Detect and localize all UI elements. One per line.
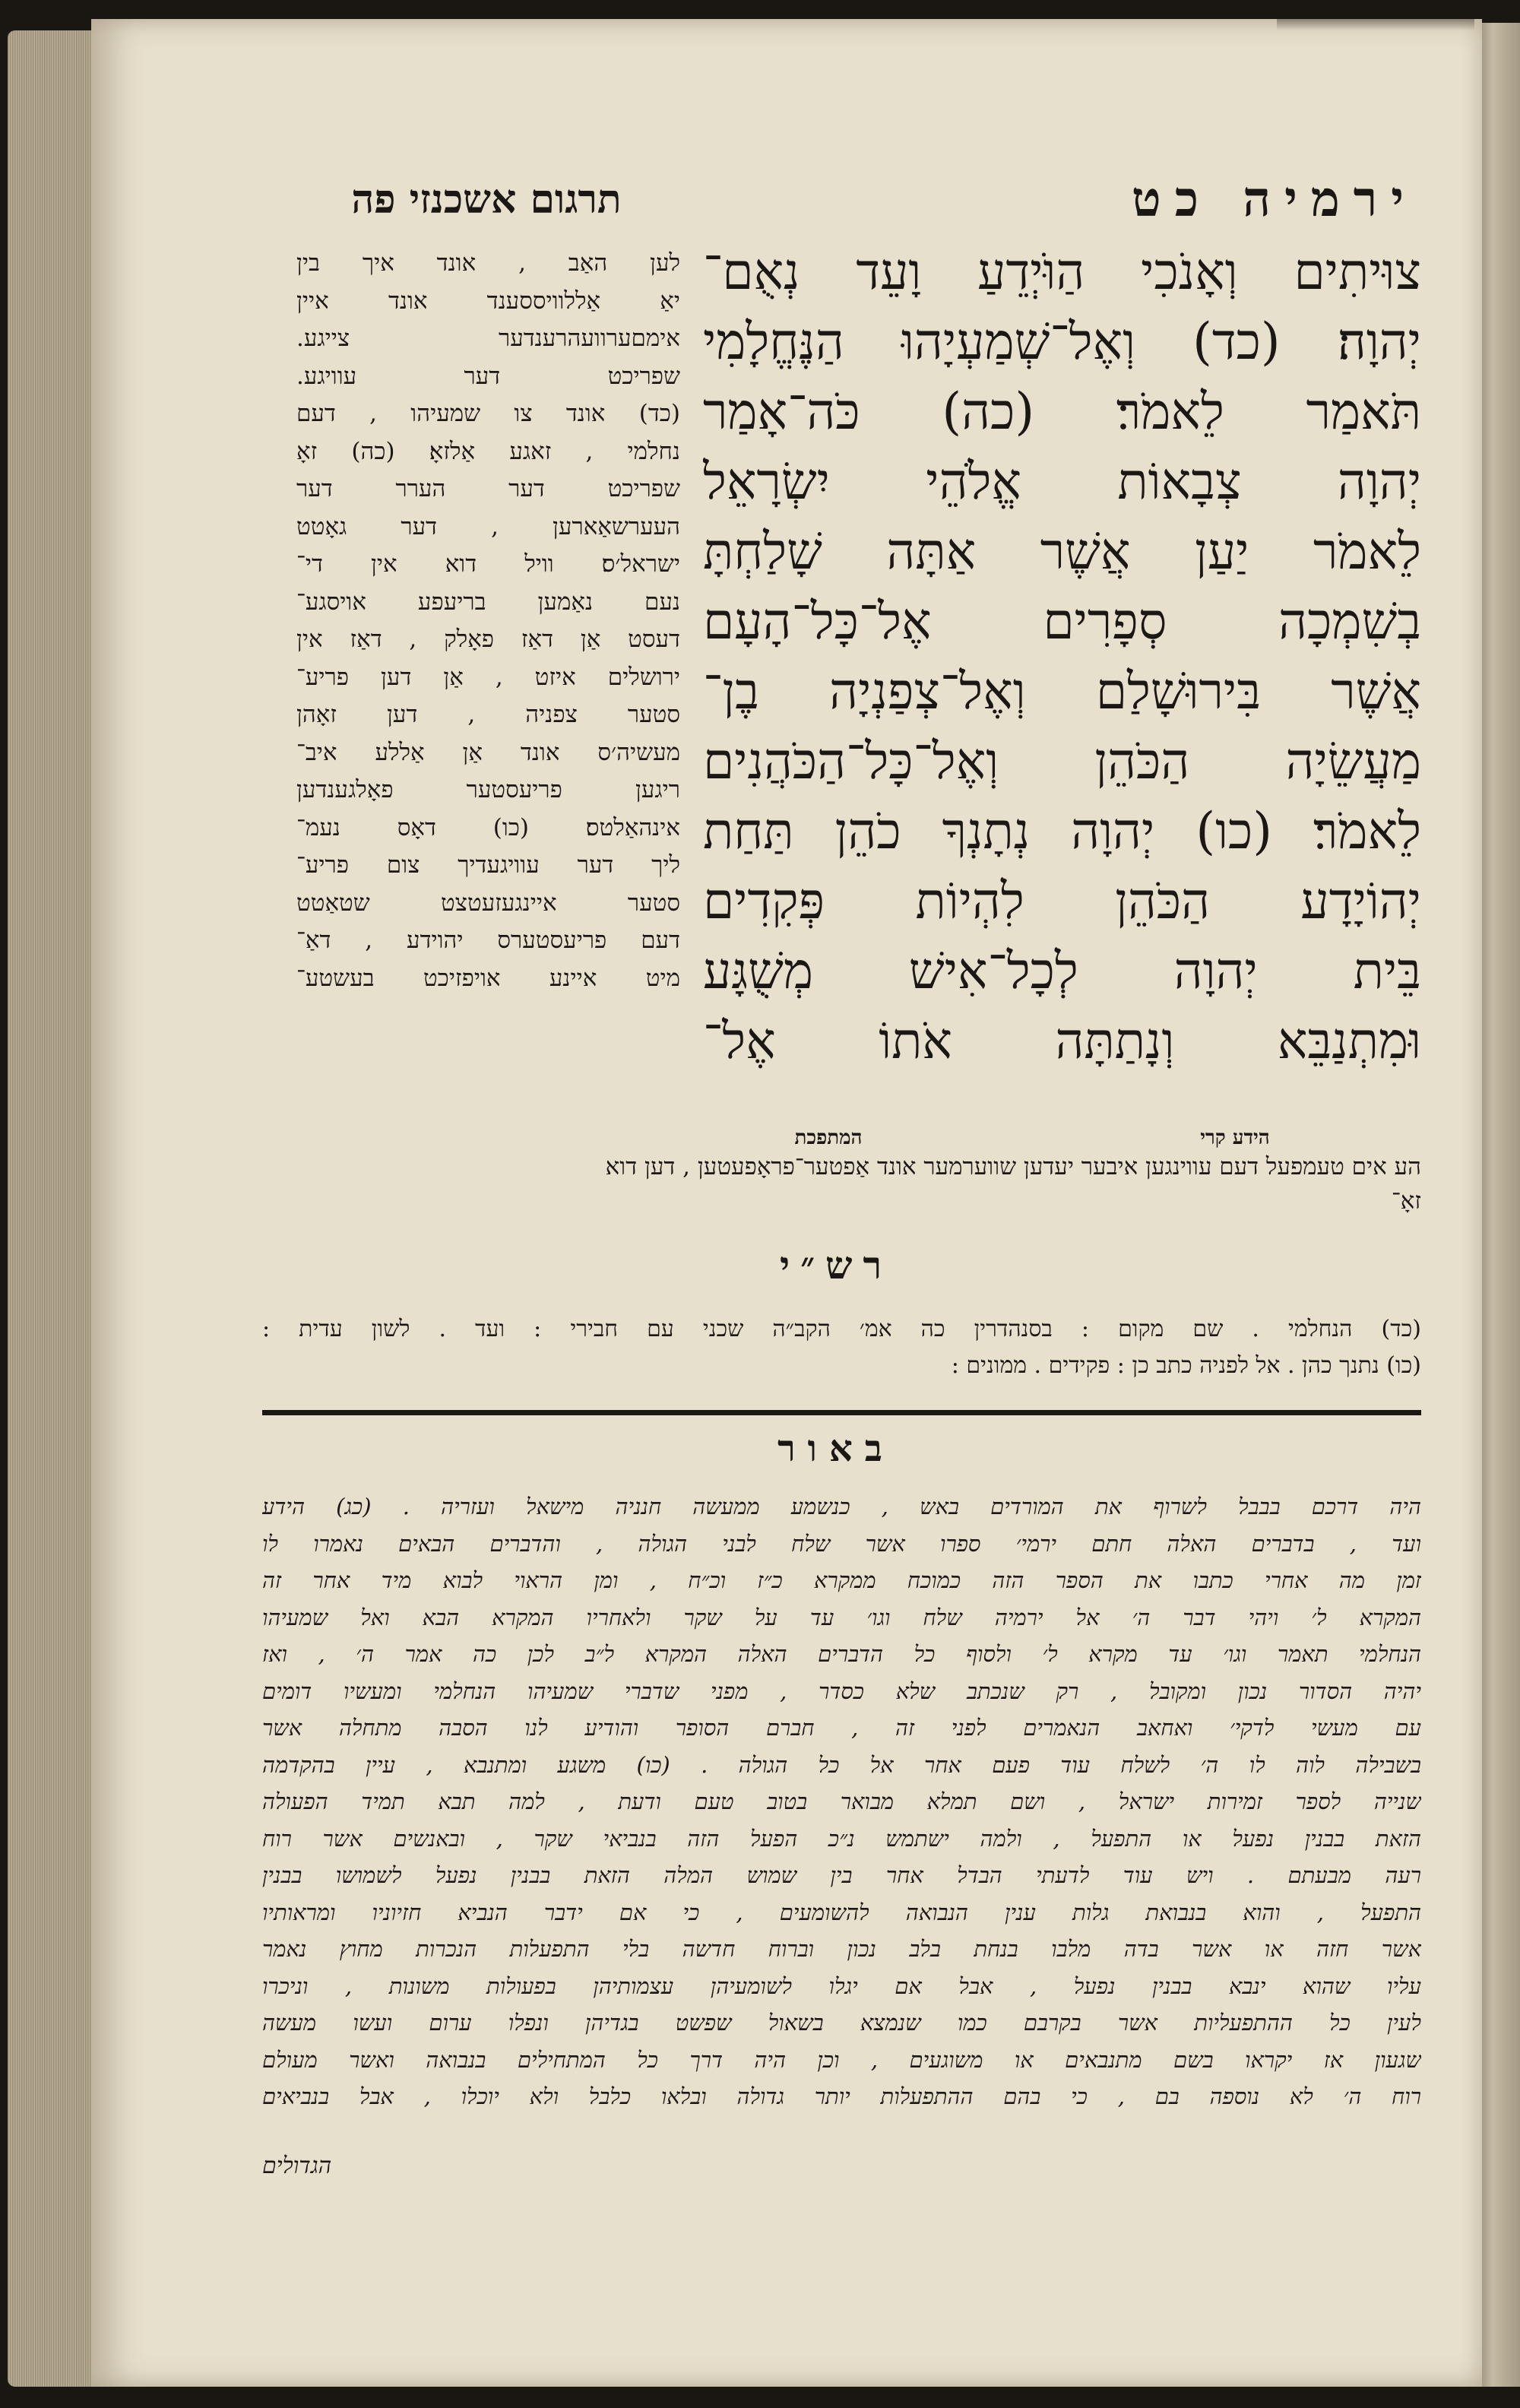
biur-line: לעין כל ההתפעליות אשר בקרבם כמו שנמצא בשאול שפשט בגדיהן ונפלו ערום ועשו מעשה — [262, 2010, 1421, 2036]
main-text-line: צוּיתִים וְאָנֹכִי הַוֹּיְדֵעַ וָעֵד נְאֻם־ — [703, 242, 1421, 301]
translation-line: דעם פריעסטערס יהוידע , דאַ־ — [296, 927, 680, 954]
translation-line: שפריכט דער עוויגע. — [296, 362, 680, 390]
biur-line: בשבילה לוה לו ה׳ לשלח עוד פעם אחר אל כל הגולה . (כו) משגע ומתנבא , עיין בהקדמה — [262, 1751, 1421, 1778]
translation-line: שפריכט דער הערר דער — [296, 475, 680, 502]
biur-line: התפעל , והוא בנבואת גלות ענין הנבואה להשומעים , כי אם ידבר הנביא חזיוניו ומראותיו — [262, 1899, 1421, 1925]
biur-title: באור — [777, 1427, 895, 1470]
page-corner-shadow — [1277, 0, 1474, 30]
main-text-line: מַעֲשֵׂיָה הַכֹּהֵן וְאֶל־כָּל־הַכֹּהֲנִים — [703, 732, 1421, 791]
translation-line: אימםערוועהרענדער צייגע. — [296, 325, 680, 352]
main-text-line: יְהוֹיָדָע הַכֹּהֵן לִהְיוֹת פְּקִדִים — [703, 872, 1421, 930]
biur-line: יהיה הסדור נכון ומקובל , רק שנכתב שלא כסדר , מפני שדברי שמעיהו הנחלמי ומעשיו דומים — [262, 1678, 1421, 1704]
translation-line: ישראל׳ס׃ וויל דוא אין די־ — [296, 550, 680, 578]
translation-column — [296, 245, 680, 1145]
book-page-edges — [8, 30, 95, 2387]
section-divider — [262, 1410, 1421, 1415]
main-text-line: בְשִׁמְכָה סְפָרִים אֶל־כָּל־הָעָם — [703, 592, 1421, 651]
translation-line: מיט איינע אויפזיכט בעשטע־ — [296, 964, 680, 992]
translation-continuation-line: הע אים טעמפעל דעם עווינגען איבער יעדען שווערמער אונד אַפטער־פראָפעטען , דען דוא — [605, 1153, 1421, 1180]
page-header-book-chapter: ירמיה כט — [1132, 171, 1417, 228]
translation-line: דעסט אַן דאַז פאָלק , דאַז אין — [296, 626, 680, 653]
main-text-line: לֵאמֹר׃ (כו) יְהוָה נְתָנְךָ כֹהֵן תַּחַת — [703, 802, 1421, 860]
translation-line: ירושלים איזט , אַן דען פריע־ — [296, 663, 680, 691]
translation-line: מעשיה׳ס אונד אַן אַללע איב־ — [296, 738, 680, 766]
masorah-note-left: המתפכת — [794, 1126, 863, 1149]
page-header-translation: תרגום אשכנזי פה — [351, 176, 622, 223]
biur-line: המקרא ל׳ ויהי דבר ה׳ אל ירמיה שלח וגו׳ עד על שקר ולאחריו המקרא הבא ואל שמעיהו — [262, 1604, 1421, 1630]
translation-line: אינהאַלטס׃ (כו) דאָס נעמ־ — [296, 813, 680, 841]
biur-line: זמן מה אחרי כתבו את הספר הזה כמוכח ממקרא כ״ז וכ״ח , ומן הראוי לבוא מיד אחר זה — [262, 1567, 1421, 1593]
main-hebrew-text — [703, 237, 1421, 1134]
rashi-commentary — [262, 1311, 1421, 1384]
masorah-note-right: הידע קרי — [1200, 1126, 1270, 1149]
biur-line: שגעון אז יקראו בשם מתנבאים או משוגעים , וכן היה דרך כל המתחילים בנבואה ואשר מעולם — [262, 2046, 1421, 2073]
main-text-line: אֲשֶׁר בִּירוּשָׁלַם וְאֶל־צְפַנְיָה בֶן־ — [703, 662, 1421, 721]
translation-line: העערשאַארען , דער גאָטט — [296, 512, 680, 540]
main-text-line: לֵאמֹר יַעַן אֲשֶׁר אַתָּה שָׁלַחְתָּ — [703, 522, 1421, 581]
biur-line: אשר חזה או אשר בדה מלבו בנחת בלב נכון וברוח חדשה בלי התפעלות הנכרות מחוץ נאמר — [262, 1936, 1421, 1962]
biur-line: רוח ה׳ לא נוספה בם , כי בהם ההתפעלות יותר גדולה ובלאו כלבל ולא יוכלו , אבל בנביאים — [262, 2083, 1421, 2109]
translation-line: (כד) אונד צו שמעיהו , דעם — [296, 400, 680, 427]
translation-line: לען האַב , אונד איך בין — [296, 249, 680, 277]
translation-line: נעם נאַמען בריעפע אויסגע־ — [296, 588, 680, 616]
translation-line: ליך דער עוויגעדיך צום פריע־ — [296, 851, 680, 879]
main-text-line: יְהוָה׃ (כד) וְאֶל־שְׁמַעְיָהוּ הַנֶּחֱלָמִי — [703, 312, 1421, 371]
main-text-line: תֹּאמַר לֵאמֹר׃ (כה) כֹּה־אָמַר — [703, 382, 1421, 441]
biur-line: הזאת בבנין נפעל או התפעל , ולמה ישתמש נ״כ הפעל הזה בנביאי שקר , ובאנשים אשר רוח — [262, 1825, 1421, 1852]
translation-line: סטער צפניה , דען זאָהן — [296, 701, 680, 728]
translation-line: ריגען פריעסטער פאָלגענדען — [296, 776, 680, 803]
translation-continuation-end: זאָ־ — [1391, 1187, 1421, 1215]
translation-line: יאַ אַללוויססענד אונד איין — [296, 287, 680, 315]
biur-line: הנחלמי תאמר וגו׳ עד מקרא ל׳ ולסוף כל הדברים האלה המקרא ל״ב לכן כה אמר ה׳ , ואז — [262, 1641, 1421, 1667]
rashi-title: רש״י — [779, 1243, 893, 1288]
catchword: הגדולים — [262, 2153, 332, 2179]
biur-line: רעה מבעתם . ויש עוד לדעתי הבדל אחר בין שמוש המלה הזאת בבנין נפעל לשמושו בבנין — [262, 1862, 1421, 1888]
biur-line: ועד , בדברים האלה חתם ירמי׳ ספרו אשר שלח לבני הגולה , והדברים הבאים נאמרו לו — [262, 1530, 1421, 1557]
biur-line: היה דרכם בבבל לשרוף את המורדים באש , כנשמע ממעשה חנניה מישאל ועזריה . (כג) הידע — [262, 1494, 1421, 1519]
rashi-line: (כד) הנחלמי . שם מקום : בסנהדרין כה אמ׳ הקב״ה שכני עם חבירי : ועד . לשון עדית : — [262, 1316, 1421, 1342]
translation-line: סטער איינגעזעטצט שטאַטט — [296, 889, 680, 917]
biur-commentary — [262, 1488, 1421, 2115]
biur-line: עם מעשי לדקי׳ ואחאב הנאמרים לפני זה , חברם הסופר והודיע לנו הסבה מתחלה אשר — [262, 1715, 1421, 1741]
main-text-line: וּמִתְנַבֵּא וְנָתַתָּה אֹתוֹ אֶל־ — [703, 1012, 1421, 1070]
biur-line: עליו שהוא ינבא בבנין נפעל , אבל אם יגלו לשומעיהן עצמותיהן בפעולות משונות , וניכרו — [262, 1972, 1421, 1999]
rashi-line: (כו) נתנך כהן . אל לפניה כתב כן : פקידים . ממונים : — [951, 1352, 1421, 1379]
translation-line: נחלמי , זאגע אַלזאָ׃ (כה) זאָ — [296, 437, 680, 465]
main-text-line: יְהוָה צְבָאוֹת אֱלֹהֵי יִשְׂרָאֵל — [703, 452, 1421, 511]
main-text-line: בֵּית יְהוָה לְכָל־אִישׁ מְשֻׁגָּע — [703, 942, 1421, 1000]
biur-line: שנייה לספר זמירות ישראל , ושם תמלא מבואר בטוב טעם ודעת , למה תבא תמיד הפעולה — [262, 1789, 1421, 1814]
